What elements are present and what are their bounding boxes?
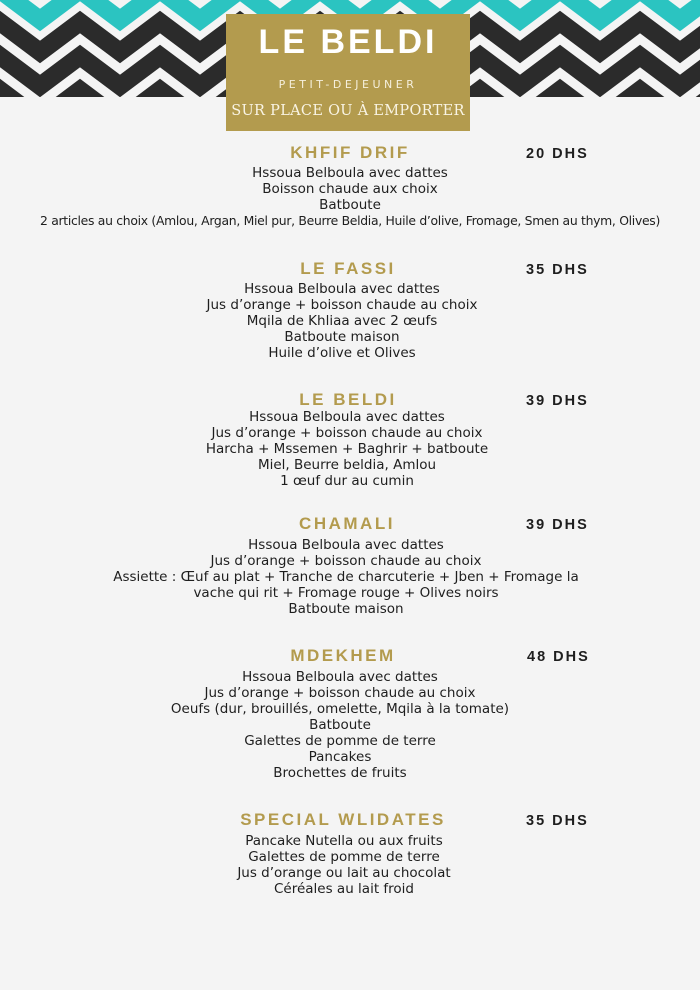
section-items [0, 537, 696, 617]
section-title: LE BELDI [299, 390, 397, 409]
section-title: CHAMALI [299, 514, 395, 533]
menu-item: Batboute maison [284, 329, 400, 345]
section-price: 35 DHS [526, 262, 589, 278]
section-price: 39 DHS [526, 517, 589, 533]
menu-item: Jus d’orange + boisson chaude au choix [204, 685, 476, 701]
menu-item: vache qui rit + Fromage rouge + Olives noirs [193, 585, 499, 601]
section-title: KHFIF DRIF [290, 143, 410, 162]
menu-item: Hssoua Belboula avec dattes [252, 165, 448, 181]
section-price: 48 DHS [527, 649, 590, 665]
menu-item: Hssoua Belboula avec dattes [249, 409, 445, 425]
menu-item: Hssoua Belboula avec dattes [242, 669, 438, 685]
section-price: 35 DHS [526, 813, 589, 829]
menu-item: Jus d’orange + boisson chaude au choix [210, 553, 482, 569]
menu-item: Hssoua Belboula avec dattes [248, 537, 444, 553]
menu-item: 1 œuf dur au cumin [280, 473, 414, 489]
menu-item: Mqila de Khliaa avec 2 œufs [246, 313, 438, 329]
menu-item: Céréales au lait froid [273, 881, 414, 897]
section-items [0, 833, 694, 897]
menu-item: Batboute maison [288, 601, 404, 617]
menu-item: 2 articles au choix (Amlou, Argan, Miel pur, Beurre Beldia, Huile d’olive, Fromage, Smen au thym, Olives) [40, 213, 660, 228]
menu-item: Batboute [319, 197, 381, 213]
menu-item: Pancakes [308, 749, 372, 765]
menu-item: Brochettes de fruits [273, 765, 407, 781]
section-items [0, 669, 690, 781]
section-items [0, 165, 700, 229]
menu-item: Hssoua Belboula avec dattes [244, 281, 440, 297]
section-price: 39 DHS [526, 393, 589, 409]
menu-item: Jus d’orange + boisson chaude au choix [206, 297, 478, 313]
menu-item: Galettes de pomme de terre [248, 849, 440, 865]
section-items [0, 281, 692, 361]
menu-item: Galettes de pomme de terre [244, 733, 436, 749]
menu-item: Harcha + Mssemen + Baghrir + batboute [205, 441, 489, 457]
menu-item: Oeufs (dur, brouillés, omelette, Mqila à la tomate) [170, 701, 510, 717]
menu-item: Batboute [309, 717, 371, 733]
menu-item: Assiette : Œuf au plat + Tranche de charcuterie + Jben + Fromage la [113, 569, 579, 585]
brand-title: LE BELDI [258, 23, 438, 61]
header-tagline: SUR PLACE OU À EMPORTER [231, 103, 465, 119]
section-price: 20 DHS [526, 146, 589, 162]
menu-item: Boisson chaude aux choix [262, 181, 438, 197]
menu-item: Miel, Beurre beldia, Amlou [257, 457, 437, 473]
menu-item: Pancake Nutella ou aux fruits [245, 833, 443, 849]
section-title: MDEKHEM [290, 646, 396, 665]
section-title: LE FASSI [300, 259, 396, 278]
section-title: SPECIAL WLIDATES [240, 810, 446, 829]
menu-item: Huile d’olive et Olives [268, 345, 416, 361]
menu-item: Jus d’orange ou lait au chocolat [237, 865, 451, 881]
menu-item: Jus d’orange + boisson chaude au choix [211, 425, 483, 441]
section-items [0, 409, 697, 489]
header-subtitle: PETIT-DEJEUNER [278, 78, 418, 91]
header-logo-box [226, 14, 470, 131]
